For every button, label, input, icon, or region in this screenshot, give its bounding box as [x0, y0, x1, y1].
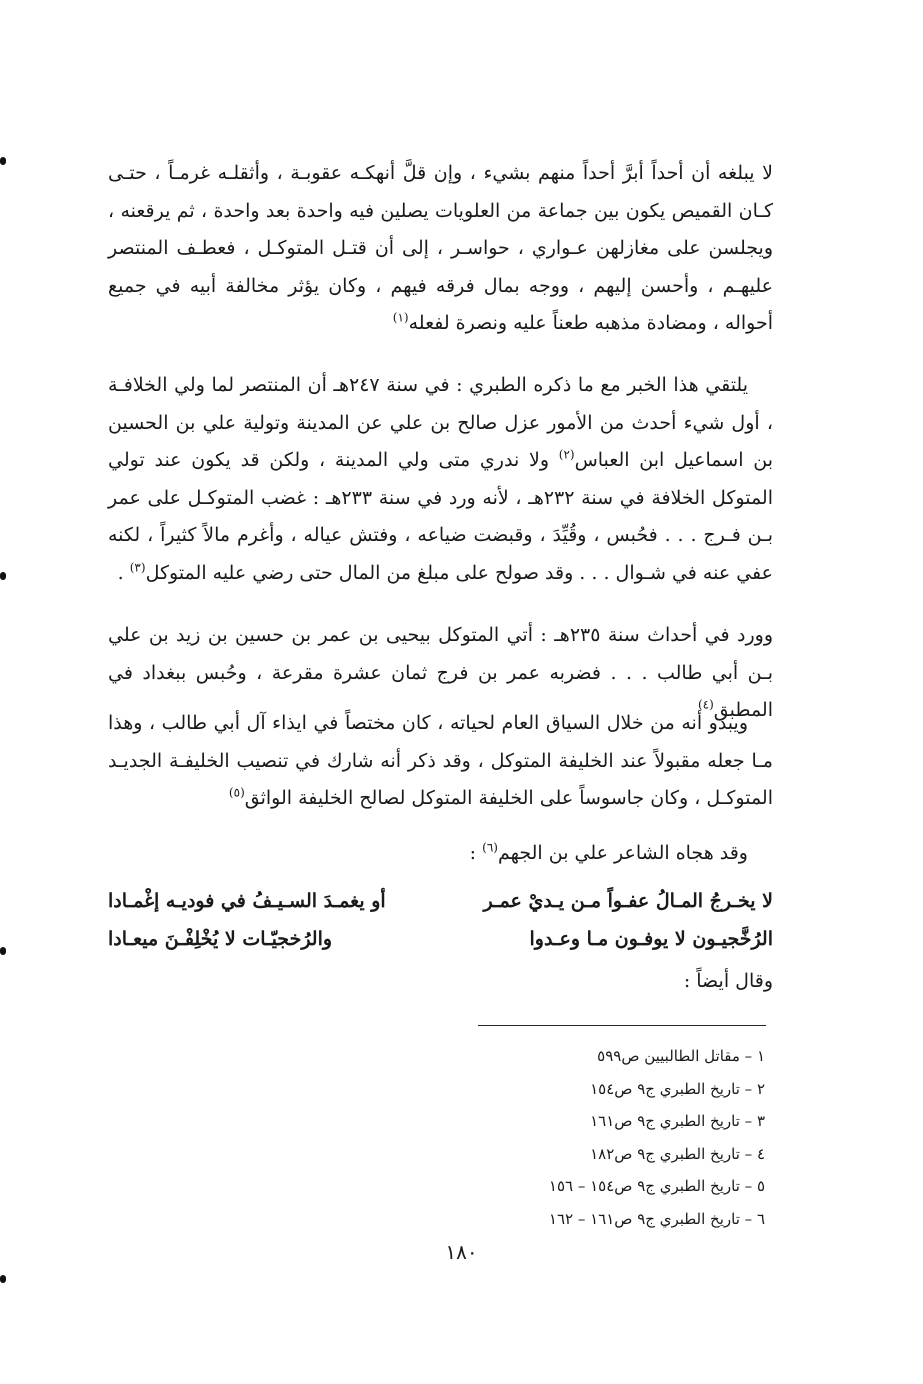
footnote-ref-1: (١) [392, 310, 409, 325]
paragraph-5 [108, 835, 773, 873]
after-poem-line: وقال أيضاً : [683, 970, 773, 992]
footnotes [549, 1040, 765, 1235]
footnote-ref-3: (٣) [129, 560, 146, 575]
footnote-ref-2: (٢) [558, 447, 575, 462]
footnote-separator [478, 1025, 766, 1026]
poem-verse-1-first-hemistich: لا يخـرجُ المـالُ عفـواً مـن يـديْ عمـر [483, 890, 773, 912]
paragraph-1 [108, 155, 773, 343]
paragraph-4-text: ويبدو أنه من خلال السياق العام لحياته ، كان مختصاً في ايذاء آل أبي طالب ، وهذا مـا جعله مقبولاً عند الخليفة المتوكل ، وقد ذكر أنه شارك في تنصيب الخليفـة الجديـد المتوكـل ، وكان جاسوساً على الخليفة المتوكل لصالح الخليفة الواثق [108, 712, 773, 809]
paragraph-2 [108, 367, 773, 592]
paragraph-4 [108, 705, 773, 818]
paragraph-2-text-a: يلتقي هذا الخبر مع ما ذكره الطبري : في سنة ٢٤٧هـ أن المنتصر لما ولي الخلافـة ، أول شيء أحدث من الأمور عزل صالح بن علي عن المدينة وتولية علي بن الحسين بن اسماعيل ابن العباس [108, 374, 773, 471]
body-text-section-2 [108, 367, 773, 592]
paragraph-5-text: وقد هجاه الشاعر علي بن الجهم [497, 842, 748, 864]
poem-verse-2-first-hemistich: الرُخَّجيـون لا يوفـون مـا وعـدوا [529, 927, 773, 950]
paragraph-3-text: وورد في أحداث سنة ٢٣٥هـ : أتي المتوكل بيحيى بن عمر بن حسين بن زيد بن علي بـن أبي طالب . . . فضربه عمر بن فرج ثمان عشرة مقرعة ، وحُبس ببغداد في المطبق [108, 624, 773, 721]
footnote-item: ٢ – تاريخ الطبري ج٩ ص١٥٤ [590, 1079, 765, 1098]
footnote-ref-6: (٦) [482, 840, 498, 855]
body-text-section-4 [108, 705, 773, 818]
poem-verse-1-second-hemistich: أو يغمـدَ السـيـفُ في فوديـه إغْمـادا [108, 890, 386, 912]
scan-edge-mark [0, 572, 6, 580]
poem-verse-2-second-hemistich: والرُخجيّـات لا يُخْلِفْـنَ ميعـادا [108, 927, 333, 950]
scan-edge-mark [0, 157, 6, 165]
body-text-section-5 [108, 835, 773, 873]
body-text-section-1 [108, 155, 773, 343]
paragraph-2-text-c: . [117, 561, 130, 584]
scan-edge-mark [0, 1275, 6, 1283]
paragraph-5-colon: : [469, 842, 483, 864]
footnote-item: ٦ – تاريخ الطبري ج٩ ص١٦١ – ١٦٢ [548, 1209, 765, 1228]
footnote-item: ٥ – تاريخ الطبري ج٩ ص١٥٤ – ١٥٦ [548, 1177, 765, 1195]
footnote-ref-4: (٤) [697, 697, 714, 712]
footnote-item: ١ – مقاتل الطالبيين ص٥٩٩ [597, 1047, 765, 1065]
poem-verse [108, 883, 773, 921]
footnote-item: ٣ – تاريخ الطبري ج٩ ص١٦١ [590, 1112, 765, 1130]
poem-verse [108, 921, 773, 959]
scan-edge-mark [0, 947, 6, 955]
footnote-ref-5: (٥) [228, 785, 245, 800]
paragraph-2-text-b: ولا ندري متى ولي المدينة ، ولكن قد يكون عند تولي المتوكل الخلافة في سنة ٢٣٢هـ ، لأنه ورد في سنة ٢٣٣هـ : غضب المتوكـل على عمر بـن فـرج . . . فحُبس ، وقُيِّدَ ، وقبضت ضياعه ، وفتش عياله ، وأغرم مالاً كثيراً ، لكنه عفي عنه في شـوال . . . وقد صولح على مبلغ من المال حتى رضي عليه المتوكل [108, 449, 773, 584]
page-number: ١٨٠ [445, 1240, 478, 1264]
paragraph-1-text: لا يبلغه أن أحداً أبرَّ أحداً منهم بشيء ، وإن قلَّ أنهكـه عقوبـة ، وأثقلـه غرمـاً ، حتـى كـان القميص يكون بين جماعة من العلويات يصلين فيه واحدة بعد واحدة ، ثم يرقعنه ، ويجلسن على مغازلهن عـواري ، حواسـر ، إلى أن قتـل المتوكـل ، فعطـف المنتصر عليهـم ، وأحسن إليهم ، ووجه بمال فرقه فيهم ، وكان يؤثر مخالفة أبيه في جميع أحواله ، ومضادة مذهبه طعناً عليه ونصرة لفعله [108, 162, 773, 334]
footnote-item: ٤ – تاريخ الطبري ج٩ ص١٨٢ [590, 1144, 765, 1163]
poem [108, 883, 773, 958]
